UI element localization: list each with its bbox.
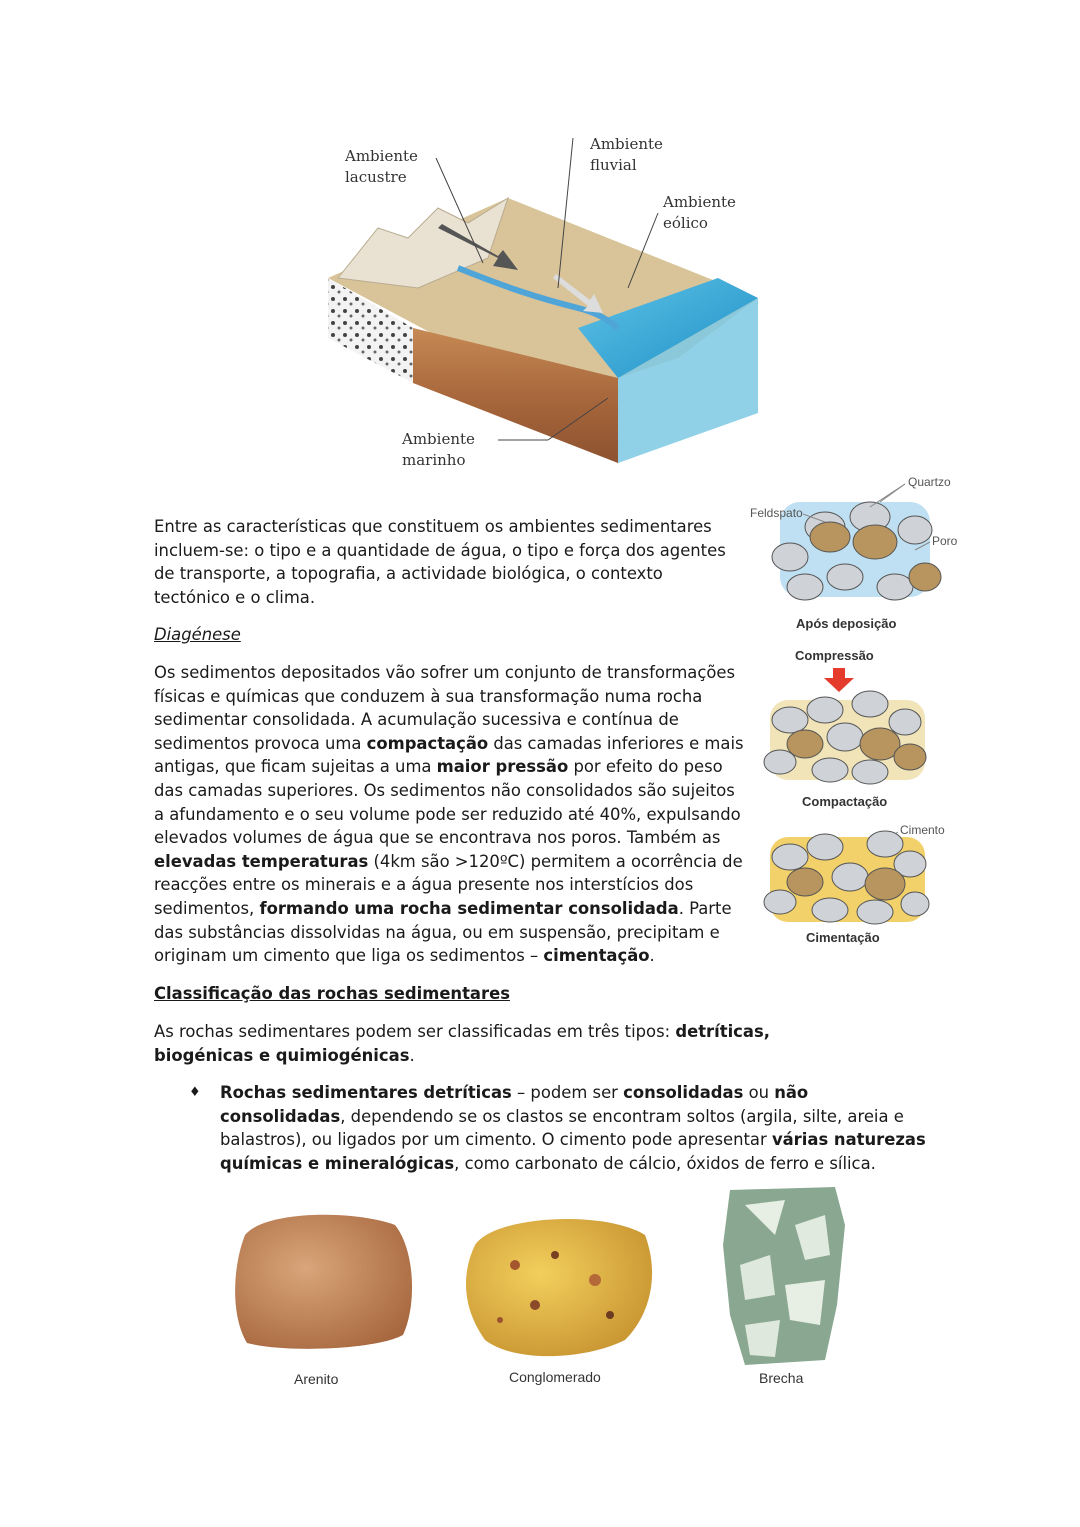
- bullet-text: Rochas sedimentares detríticas – podem ser consolidadas ou não consolidadas, dependendo se os clastos se encontram soltos (argila, silte, areia e balastros), ou ligados por um cimento. O cimento pode apresentar várias naturezas químicas e mineralógicas, como carbonato de cálcio, óxidos de ferro e sílica.: [220, 1083, 926, 1173]
- label-eolico-1: Ambiente: [663, 193, 736, 211]
- paragraph-classification: As rochas sedimentares podem ser classificadas em três tipos: detríticas, biogénicas e quimiogénicas.: [154, 1022, 770, 1065]
- stage2-label: Compactação: [802, 794, 888, 809]
- paragraph-environments: Entre as características que constituem os ambientes sedimentares incluem-se: o tipo e a quantidade de água, o tipo e força dos agentes de transporte, a topografia, a actividade biológica, o contexto tectónico e o clima.: [154, 517, 726, 607]
- svg-text:Ambiente: [662, 193, 736, 211]
- conglomerado-rock: [466, 1219, 652, 1356]
- compression-arrow: [824, 668, 854, 692]
- svg-text:lacustre: [345, 168, 407, 186]
- label-brecha: Brecha: [759, 1370, 804, 1386]
- label-cimento: Cimento: [900, 823, 945, 837]
- arenito-rock: [235, 1215, 412, 1349]
- svg-text:marinho: [402, 451, 466, 469]
- bullet-detriticas: [189, 1081, 929, 1175]
- diamond-bullet-icon: ♦: [189, 1085, 201, 1100]
- label-marinho-1: Ambiente: [402, 430, 475, 448]
- label-poro: Poro: [932, 534, 958, 548]
- compressao-label: Compressão: [795, 648, 874, 663]
- svg-text:fluvial: [590, 156, 637, 174]
- svg-text:Ambiente: [344, 147, 418, 165]
- label-fluvial-1: Ambiente: [590, 135, 663, 153]
- paragraph-diagenese: Os sedimentos depositados vão sofrer um conjunto de transformações físicas e químicas que conduzem à sua transformação numa rocha sedimentar consolidada. A acumulação sucessiva e contínua de sedimentos provoca uma compactação das camadas inferiores e mais antigas, que ficam sujeitas a uma maior pressão por efeito do peso das camadas superiores. Os sedimentos não consolidados são sujeitos a afundamento e o seu volume pode ser reduzido até 40%, expulsando elevados volumes de água que se encontrava nos poros. Também as elevadas temperaturas (4km são >120ºC) permitem a ocorrência de reacções entre os minerais e a água presente nos interstícios dos sedimentos, formando uma rocha sedimentar consolidada. Parte das substâncias dissolvidas na água, ou em suspensão, precipitam e originam um cimento que liga os sedimentos – cimentação.: [154, 663, 744, 966]
- heading-classificacao: Classificação das rochas sedimentares: [154, 984, 510, 1003]
- label-conglomerado: Conglomerado: [509, 1369, 601, 1385]
- label-lacustre-1: Ambiente: [345, 147, 418, 165]
- brecha-rock: [723, 1187, 845, 1365]
- label-feldspato: Feldspato: [750, 506, 803, 520]
- stage1-label: Após deposição: [796, 616, 897, 631]
- svg-text:eólico: [663, 214, 708, 232]
- label-fluvial-2: fluvial: [590, 156, 637, 174]
- svg-text:Ambiente: [401, 430, 475, 448]
- label-quartzo: Quartzo: [908, 475, 951, 489]
- label-lacustre-2: lacustre: [345, 168, 407, 186]
- label-arenito: Arenito: [294, 1371, 339, 1387]
- rock-samples: [225, 1185, 865, 1395]
- sedimentary-environments-diagram: [318, 128, 768, 473]
- label-marinho-2: marinho: [402, 451, 466, 469]
- label-eolico-2: eólico: [663, 214, 708, 232]
- stage3-label: Cimentação: [806, 930, 880, 945]
- stage-cementation: [764, 831, 929, 924]
- heading-diagenese: Diagénese: [154, 625, 241, 644]
- diagenesis-figure: [745, 472, 960, 952]
- stage-compaction: [764, 691, 926, 784]
- svg-text:Ambiente: [589, 135, 663, 153]
